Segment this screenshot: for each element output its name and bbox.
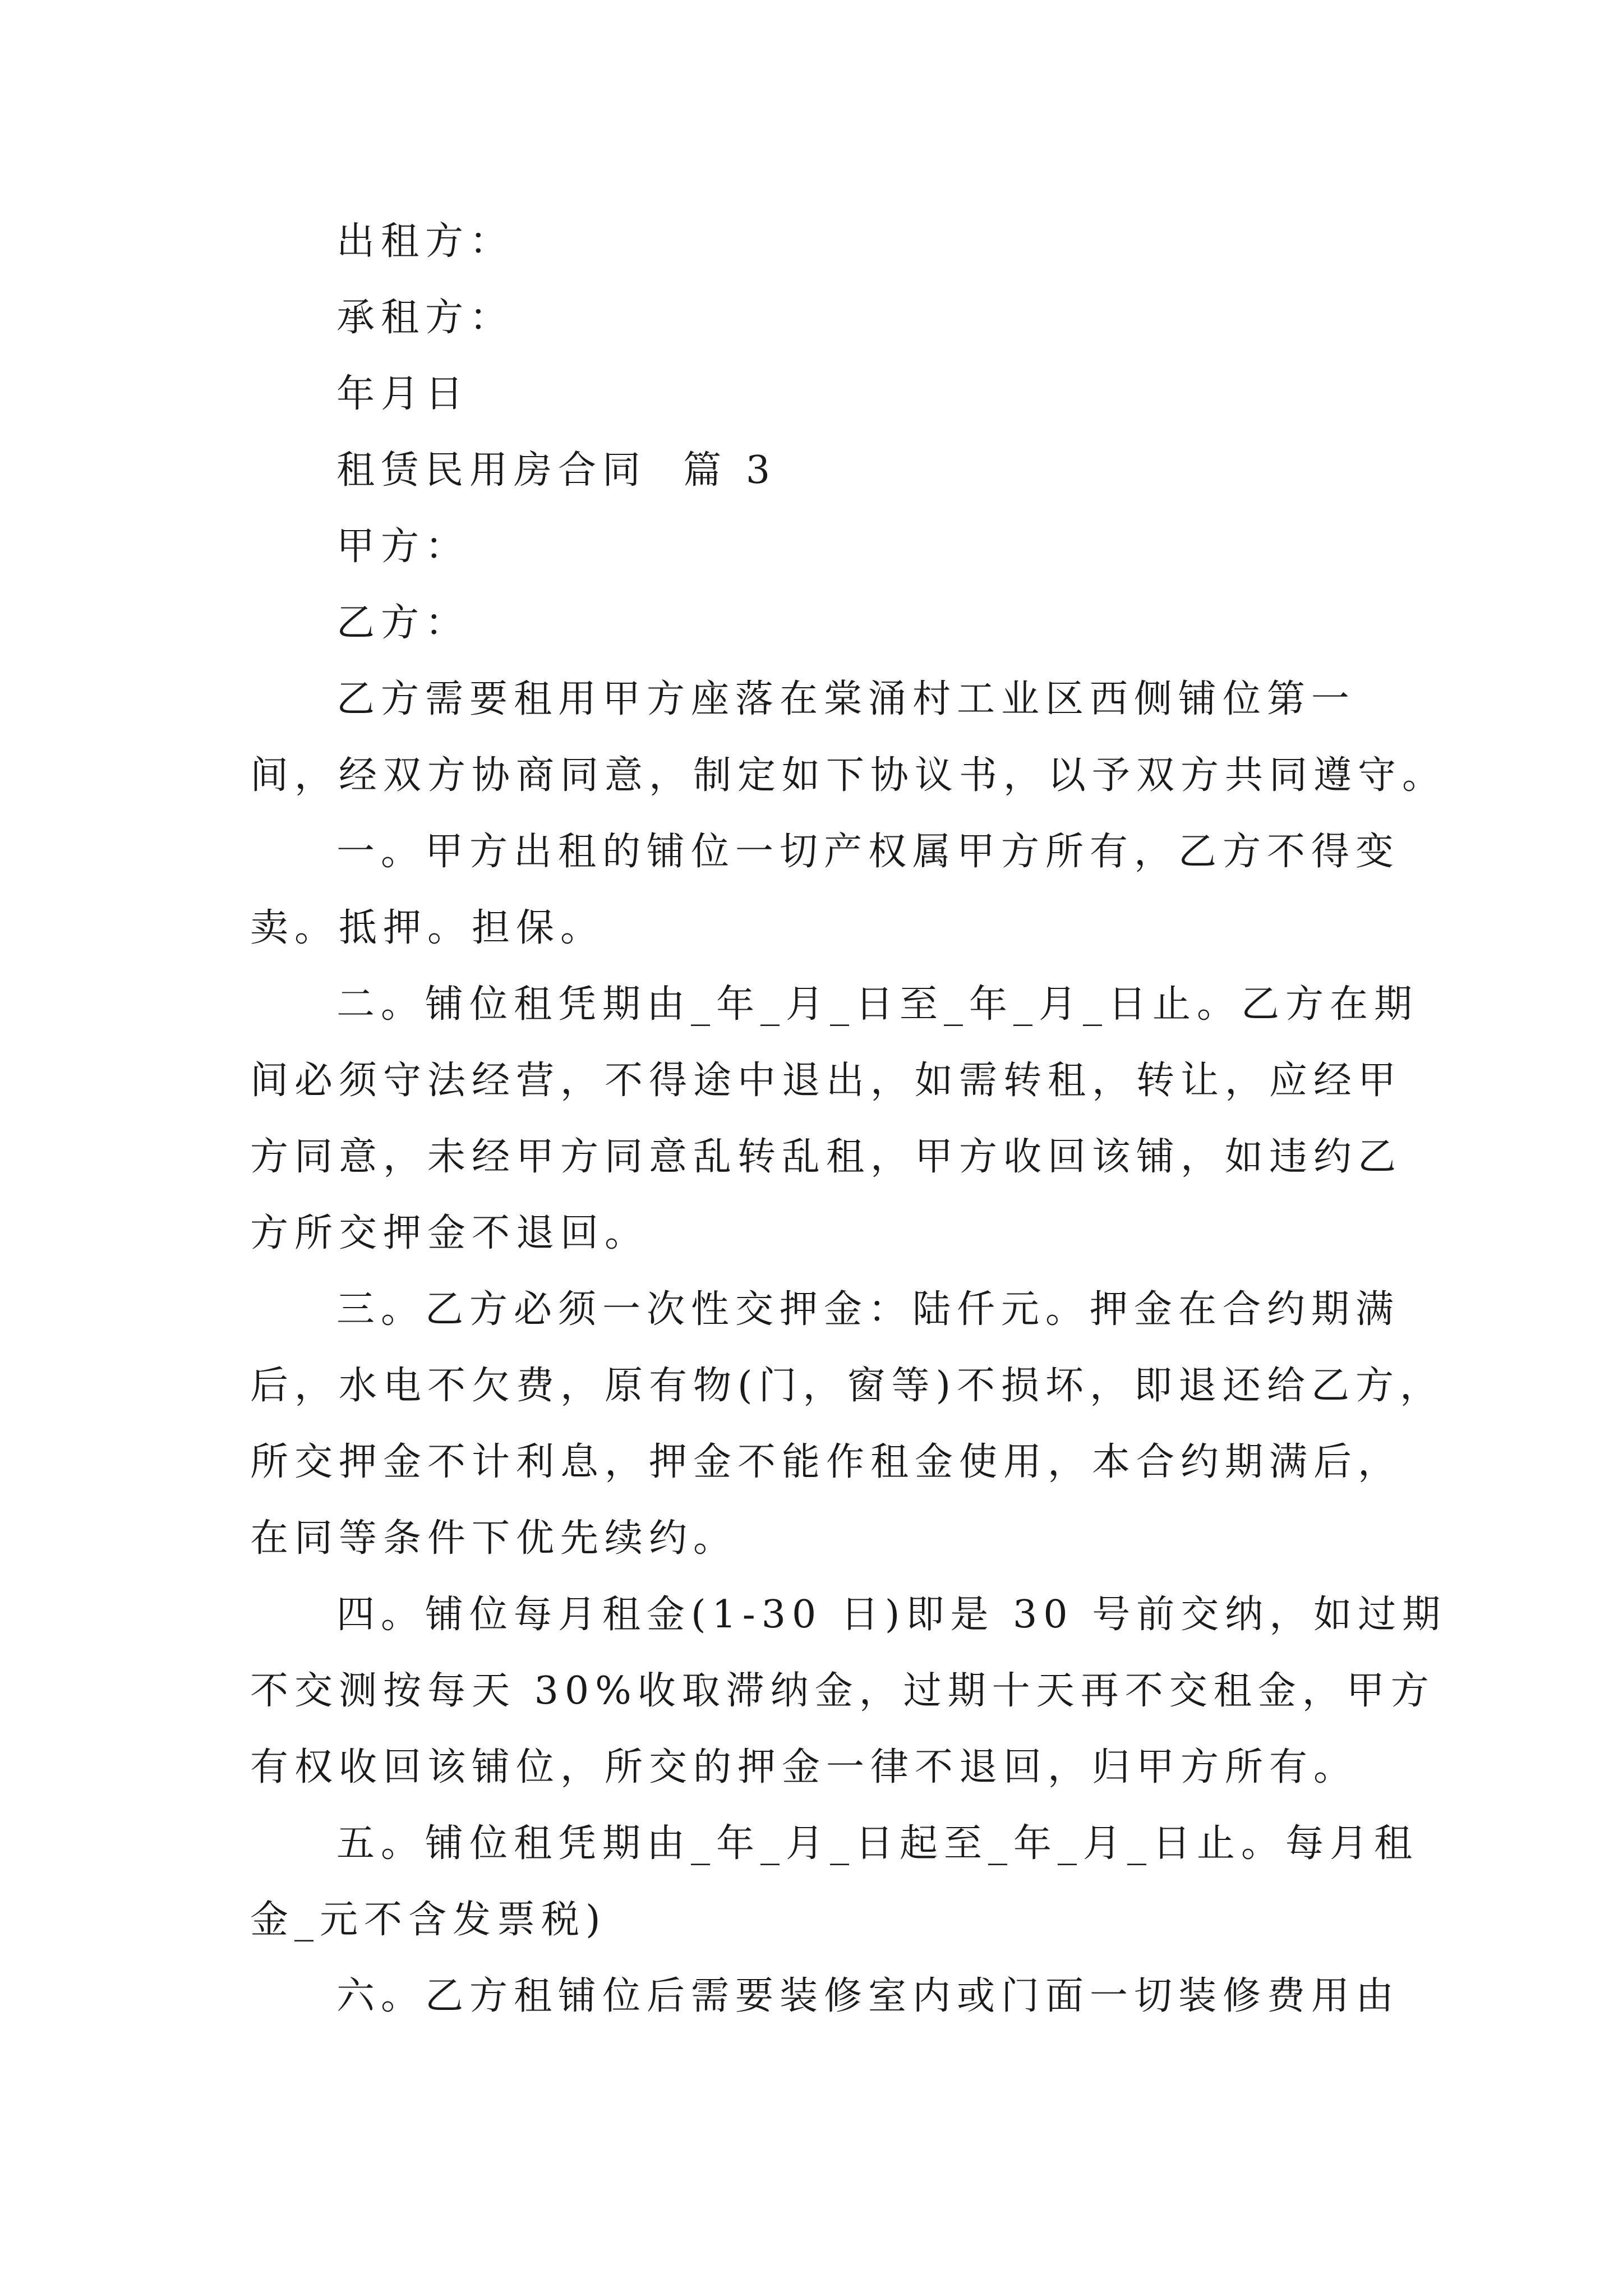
lessee-label: 承租方： (336, 296, 514, 340)
clause-6 (250, 1972, 1400, 2049)
paragraph-line: 后，水电不欠费，原有物(门，窗等)不损坏，即退还给乙方， (250, 1364, 1445, 1408)
clause-4 (250, 1591, 1447, 1820)
clause-5 (250, 1820, 1419, 1972)
paragraph-line: 方所交押金不退回。 (250, 1211, 649, 1255)
paragraph-line: 五。铺位租凭期由_年_月_日起至_年_月_日止。每月租 (336, 1821, 1419, 1866)
lessor-label: 出租方： (336, 219, 514, 264)
paragraph-line: 一。甲方出租的铺位一切产权属甲方所有，乙方不得变 (336, 830, 1400, 874)
paragraph-line: 间，经双方协商同意，制定如下协议书，以予双方共同遵守。 (250, 753, 1447, 798)
document-body (250, 218, 1447, 2049)
clause-2 (250, 981, 1419, 1286)
paragraph-line: 间必须守法经营，不得途中退出，如需转租，转让，应经甲 (250, 1059, 1403, 1103)
paragraph-line: 有权收回该铺位，所交的押金一律不退回，归甲方所有。 (250, 1745, 1358, 1789)
party-a-label: 甲方： (336, 524, 470, 569)
paragraph-line: 不交测按每天 30%收取滞纳金，过期十天再不交租金，甲方 (250, 1669, 1435, 1713)
paragraph-line: 所交押金不计利息，押金不能作租金使用，本合约期满后， (250, 1440, 1403, 1484)
paragraph-line: 乙方需要租用甲方座落在棠涌村工业区西侧铺位第一 (336, 677, 1356, 721)
clause-3 (250, 1286, 1445, 1591)
paragraph-line: 金_元不含发票税) (250, 1898, 607, 1942)
clause-1 (250, 828, 1400, 981)
paragraph-line: 在同等条件下优先续约。 (250, 1516, 738, 1561)
paragraph-line: 四。铺位每月租金(1-30 日)即是 30 号前交纳，如过期 (336, 1593, 1447, 1637)
party-b-label: 乙方： (336, 601, 470, 645)
paragraph-intro (250, 675, 1447, 828)
paragraph-line: 方同意，未经甲方同意乱转乱租，甲方收回该铺，如违约乙 (250, 1135, 1403, 1179)
section-title: 租赁民用房合同 篇 3 (336, 448, 777, 493)
paragraph-line: 二。铺位租凭期由_年_月_日至_年_月_日止。乙方在期 (336, 982, 1419, 1027)
paragraph-line: 六。乙方租铺位后需要装修室内或门面一切装修费用由 (336, 1974, 1400, 2018)
paragraph-line: 三。乙方必须一次性交押金：陆仟元。押金在合约期满 (336, 1287, 1400, 1332)
paragraph-line: 卖。抵押。担保。 (250, 906, 605, 950)
date-label: 年月日 (336, 372, 470, 416)
